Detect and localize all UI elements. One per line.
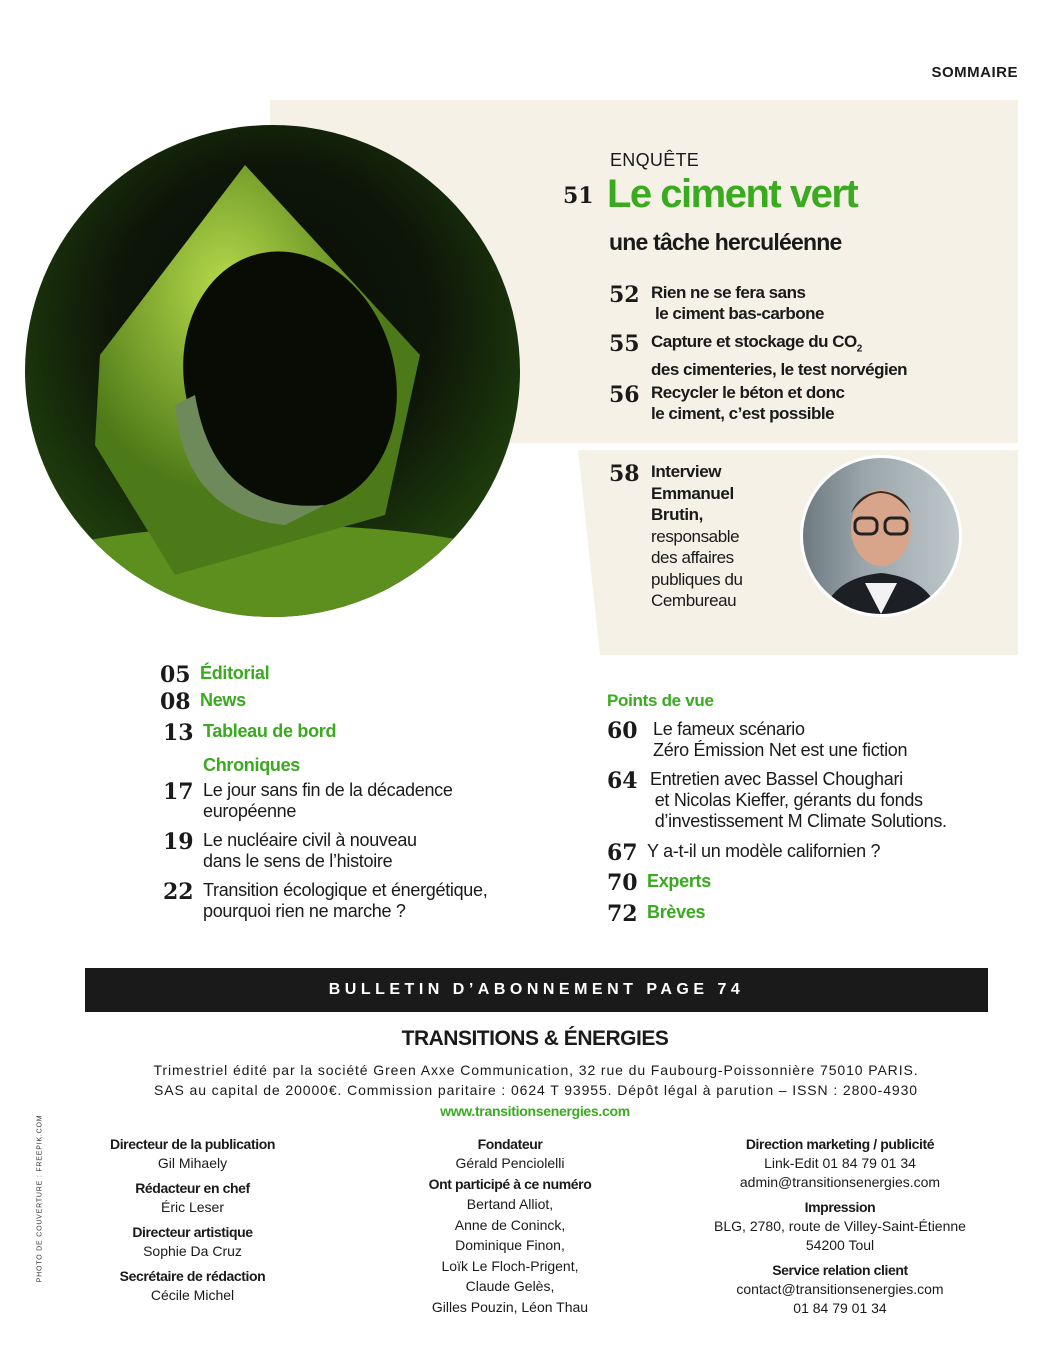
masthead-name: Claude Gelès,	[465, 1278, 555, 1294]
article-page: 56	[609, 382, 640, 408]
toc-page: 64	[607, 768, 638, 794]
toc-label: Experts	[647, 871, 711, 891]
publication-name: TRANSITIONS & ÉNERGIES	[401, 1027, 669, 1050]
interviewee-name: Emmanuel	[651, 483, 734, 503]
toc-page: 72	[607, 901, 638, 927]
interviewee-role: des affaires	[651, 548, 734, 567]
publisher-info	[80, 1060, 992, 1100]
masthead-col-2	[410, 1135, 610, 1317]
toc-page: 60	[607, 718, 638, 744]
toc-label: Tableau de bord	[203, 721, 337, 741]
toc-page: 22	[163, 879, 194, 905]
interviewee-name: Brutin,	[651, 505, 703, 524]
toc-label: et Nicolas Kieffer, gérants du fonds	[654, 790, 923, 810]
feature-kicker: ENQUÊTE	[610, 150, 700, 170]
toc-page: 19	[163, 829, 194, 855]
toc-heading-points-de-vue	[607, 690, 714, 711]
masthead-name: Dominique Finon,	[455, 1237, 565, 1253]
masthead-name: Éric Leser	[160, 1199, 225, 1215]
toc-item-editorial[interactable]	[160, 663, 269, 687]
masthead-role: Impression	[804, 1199, 876, 1215]
masthead-name: Gilles Pouzin, Léon Thau	[431, 1298, 589, 1315]
portrait-illustration	[803, 458, 959, 614]
article-title: Capture et stockage du CO	[651, 332, 857, 351]
masthead-role: Direction marketing / publicité	[745, 1136, 935, 1152]
toc-label: Éditorial	[200, 663, 270, 683]
toc-label: d’investissement M Climate Solutions.	[654, 811, 947, 831]
masthead-col-3	[700, 1135, 980, 1324]
masthead-role: Secrétaire de rédaction	[119, 1268, 266, 1284]
toc-label: Transition écologique et énergétique,	[203, 880, 488, 900]
toc-item-67[interactable]	[607, 841, 880, 865]
toc-item-60[interactable]	[607, 719, 907, 761]
interviewee-role: Cembureau	[651, 591, 737, 610]
interviewee-role: responsable	[651, 526, 740, 546]
toc-label: dans le sens de l’histoire	[203, 851, 393, 871]
interviewee-portrait	[800, 455, 962, 617]
toc-page: 70	[607, 870, 638, 896]
interview-label: Interview	[651, 462, 722, 481]
masthead-address: BLG, 2780, route de Villey-Saint-Étienne	[714, 1218, 966, 1234]
publisher-line: Trimestriel édité par la société Green Axxe Communication, 32 rue du Faubourg-Poissonnière 75010 PARIS.	[153, 1062, 919, 1078]
masthead-role: Service relation client	[772, 1262, 908, 1278]
cover-image-green-cement	[25, 125, 520, 617]
feature-article-55[interactable]	[609, 331, 907, 380]
article-title: Recycler le béton et donc	[651, 383, 845, 402]
masthead-role: Fondateur	[477, 1136, 543, 1152]
toc-item-news[interactable]	[160, 690, 246, 714]
interviewee-role: publiques du	[651, 569, 743, 589]
feature-title[interactable]: Le ciment vert	[607, 172, 858, 216]
masthead-contact: Link-Edit 01 84 79 01 34	[764, 1155, 916, 1171]
feature-subtitle: une tâche herculéenne	[609, 229, 842, 255]
website-link[interactable]: www.transitionsenergies.com	[440, 1103, 630, 1119]
toc-label: Le nucléaire civil à nouveau	[203, 830, 417, 850]
toc-label: Y a-t-il un modèle californien ?	[647, 841, 881, 861]
masthead-name: Anne de Coninck,	[454, 1216, 566, 1233]
toc-label: Entretien avec Bassel Choughari	[650, 769, 903, 789]
toc-page: 67	[607, 840, 638, 866]
masthead-role: Directeur de la publication	[109, 1136, 275, 1152]
article-title: Rien ne se fera sans	[651, 283, 806, 302]
masthead-name: Sophie Da Cruz	[143, 1243, 242, 1259]
masthead-name: Bertand Alliot,	[466, 1196, 554, 1212]
toc-label: Le jour sans fin de la décadence	[203, 780, 453, 800]
toc-item-breves[interactable]	[607, 902, 705, 926]
feature-article-52[interactable]	[609, 282, 824, 324]
toc-label: Le fameux scénario	[653, 719, 805, 739]
photo-credit: PHOTO DE COUVERTURE : FREEPIK.COM	[36, 1114, 44, 1283]
article-page: 58	[609, 461, 640, 487]
toc-page: 17	[163, 779, 194, 805]
toc-page: 13	[163, 720, 194, 746]
article-title: des cimenteries, le test norvégien	[651, 360, 908, 380]
toc-label: Brèves	[647, 902, 706, 922]
toc-item-experts[interactable]	[607, 871, 711, 895]
masthead-role: Directeur artistique	[132, 1224, 253, 1240]
masthead-name: Gil Mihaely	[157, 1155, 228, 1171]
publisher-line: SAS au capital de 20000€. Commission paritaire : 0624 T 93955. Dépôt légal à parution – ISSN : 2800-4930	[154, 1082, 918, 1098]
toc-item-19[interactable]	[163, 830, 417, 872]
masthead-role: Rédacteur en chef	[135, 1180, 250, 1196]
section-label: SOMMAIRE	[931, 64, 1018, 81]
toc-item-17[interactable]	[163, 780, 453, 822]
masthead-name: Gérald Penciolelli	[455, 1155, 565, 1171]
masthead-name: Loïk Le Floch-Prigent,	[441, 1257, 579, 1274]
toc-heading-chroniques	[203, 755, 300, 776]
masthead-email[interactable]: admin@transitionsenergies.com	[739, 1174, 941, 1190]
subscription-banner[interactable]: BULLETIN D’ABONNEMENT PAGE 74	[85, 968, 988, 1012]
feature-page: 51	[563, 183, 594, 209]
toc-item-64[interactable]	[607, 769, 947, 832]
subscript: 2	[856, 343, 862, 355]
masthead-name: Cécile Michel	[150, 1287, 235, 1303]
article-title: le ciment bas-carbone	[655, 304, 825, 323]
masthead-address: 54200 Toul	[805, 1237, 875, 1253]
toc-item-tableau-de-bord[interactable]	[163, 721, 336, 745]
moss-sculpture-illustration	[25, 125, 520, 617]
interview-entry[interactable]	[609, 461, 743, 612]
masthead-col-1	[80, 1135, 305, 1311]
masthead-phone: 01 84 79 01 34	[793, 1300, 887, 1316]
toc-heading: Chroniques	[203, 755, 301, 775]
toc-label: européenne	[203, 801, 297, 821]
toc-page: 08	[160, 689, 191, 715]
article-page: 55	[609, 331, 640, 357]
article-title: le ciment, c’est possible	[651, 404, 835, 423]
toc-page: 05	[160, 662, 191, 688]
masthead-email[interactable]: contact@transitionsenergies.com	[736, 1281, 944, 1297]
toc-label: Zéro Émission Net est une fiction	[653, 740, 908, 760]
feature-article-56[interactable]	[609, 382, 844, 424]
toc-label: News	[200, 690, 246, 710]
masthead-role: Ont participé à ce numéro	[428, 1176, 592, 1192]
toc-item-22[interactable]	[163, 880, 487, 922]
article-page: 52	[609, 282, 640, 308]
toc-label: pourquoi rien ne marche ?	[203, 901, 406, 921]
toc-heading: Points de vue	[607, 691, 714, 710]
